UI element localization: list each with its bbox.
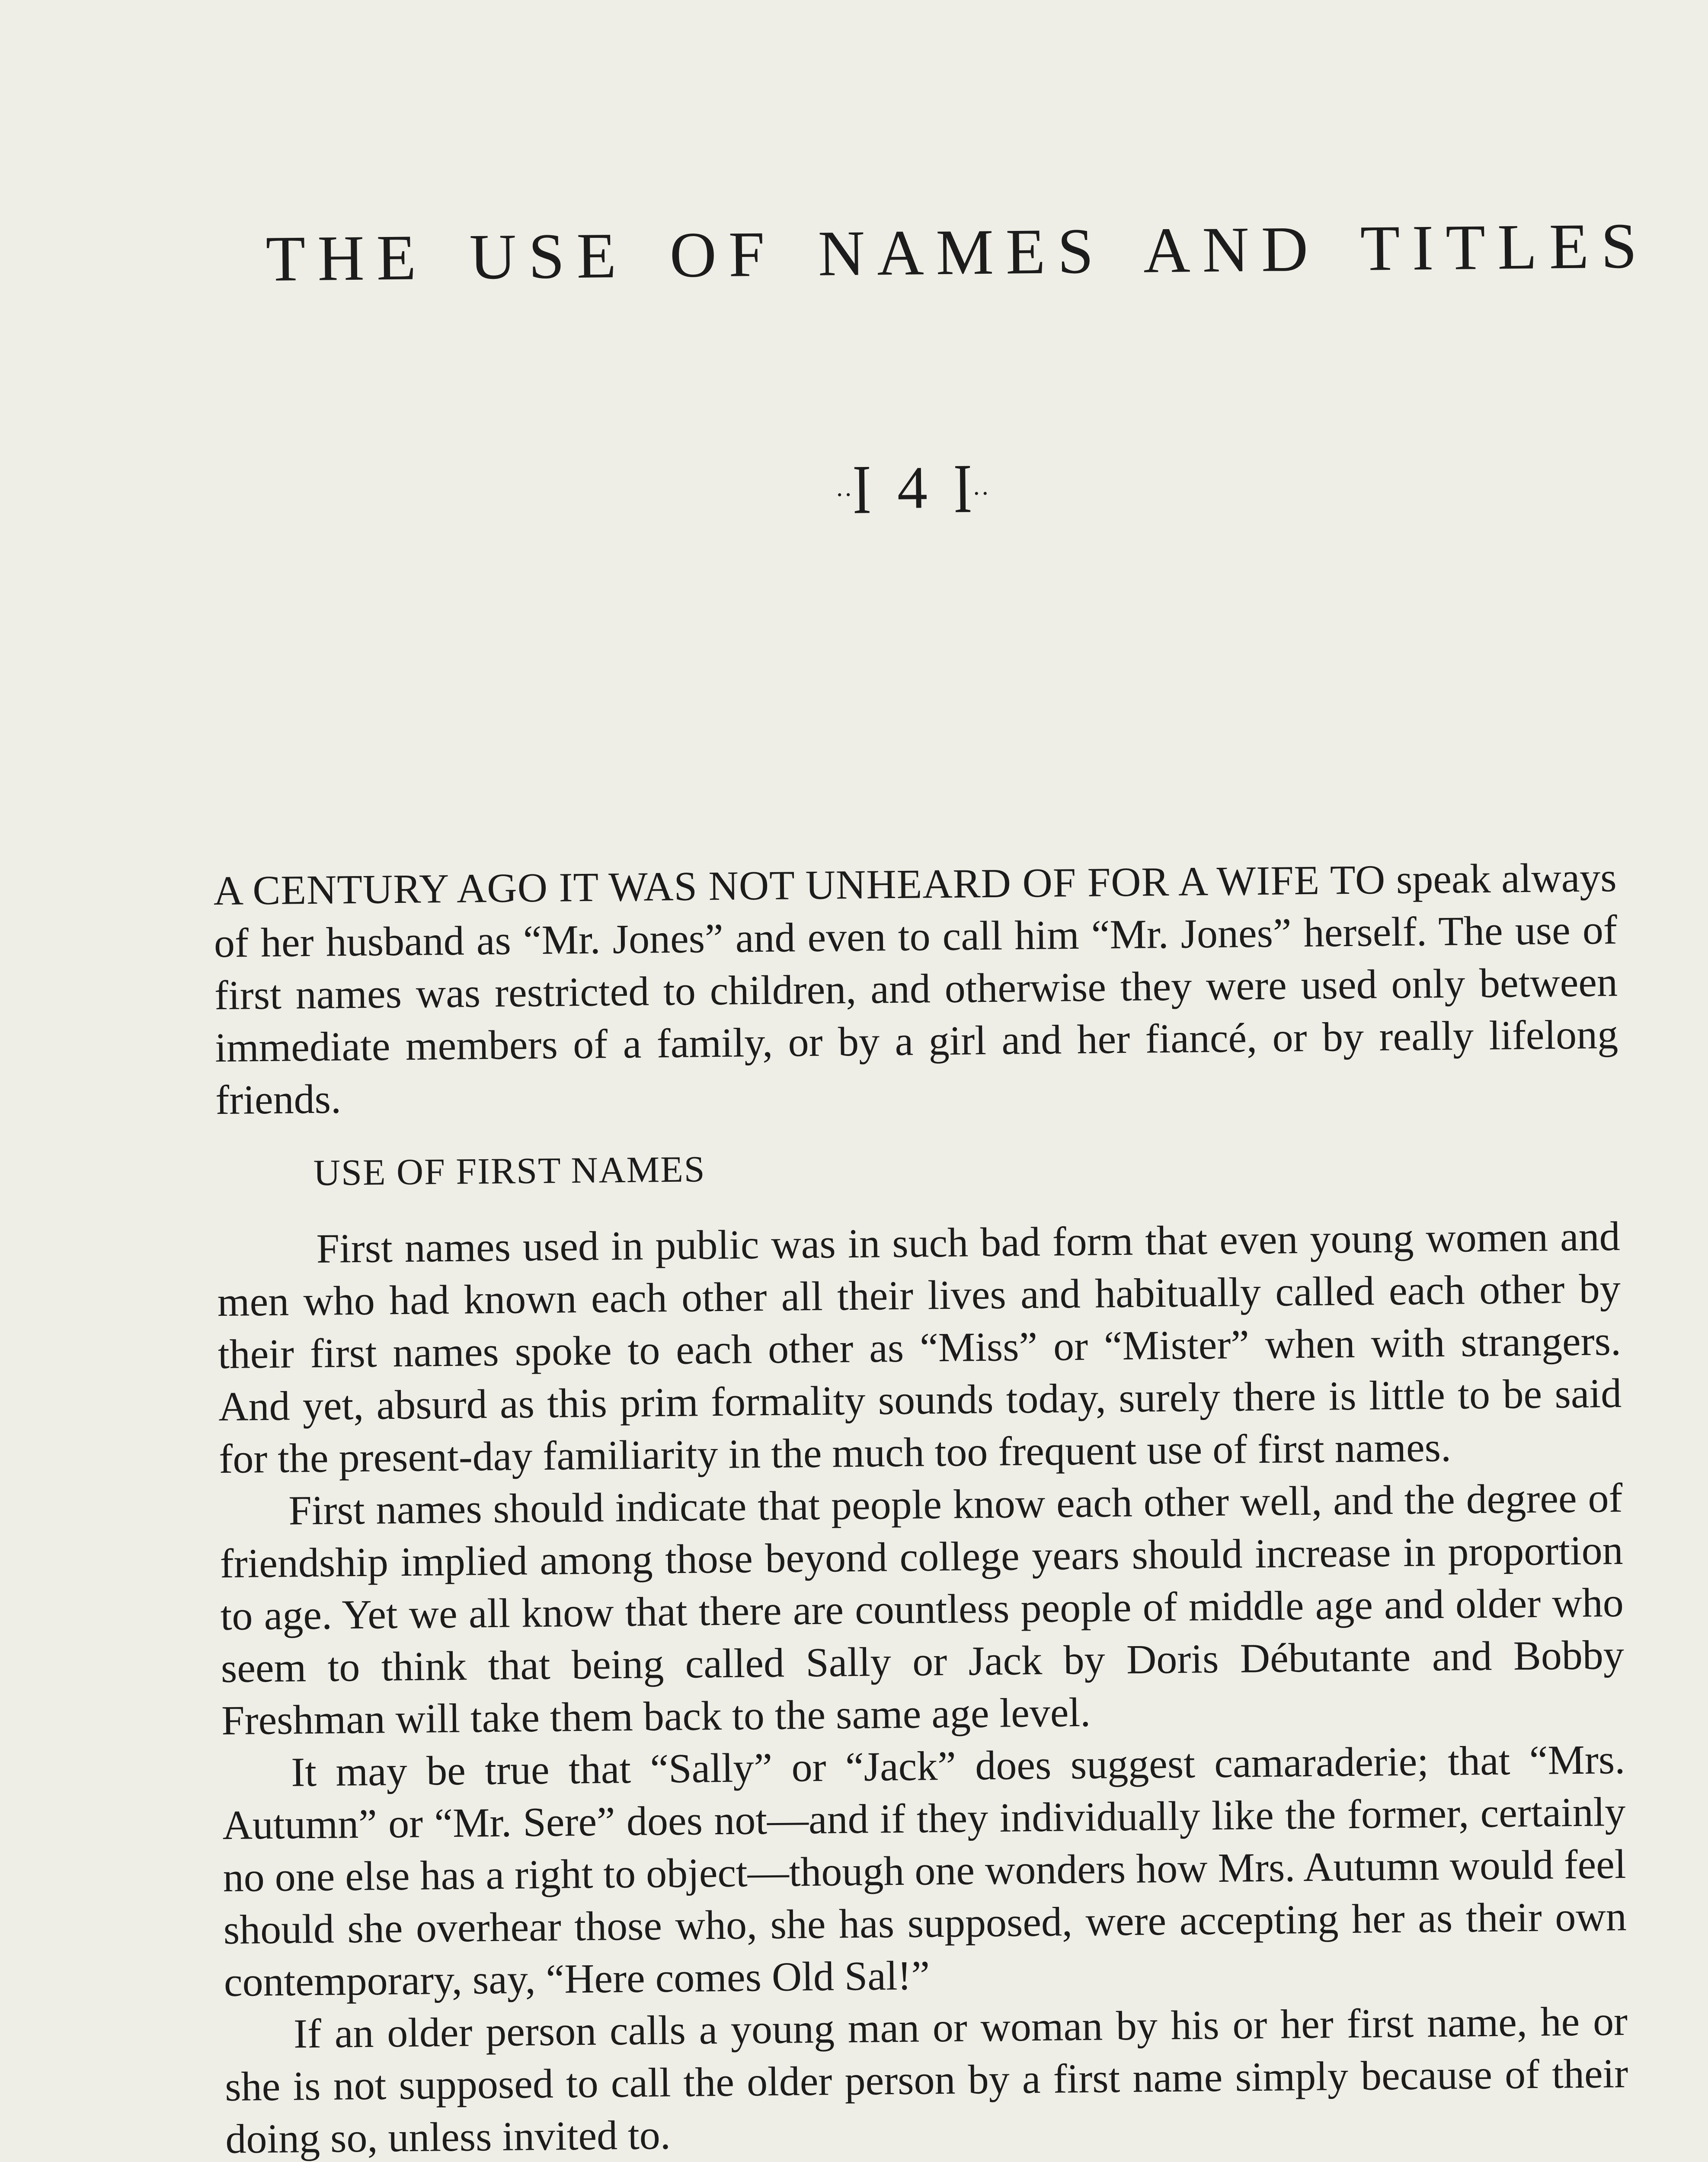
paragraph: First names should indicate that people know each other well, and the degree of friendship implied among those beyond college years should increase in proportion to age. Yet we all know that there are countless people of middle age and older who seem to think that being called Sally or Jack by Doris Débutante and Bobby Freshman will take them back to the same age level. xyxy=(220,1474,1625,1744)
opening-text: speak always of her husband as “Mr. Jones” and even to call him “Mr. Jones” herself. The use of first names was restricted to children, and otherwise they were used only between immediate members of a family, or by a girl and her fiancé, or by really lifelong friends. xyxy=(214,854,1618,1123)
paragraph: It may be true that “Sally” or “Jack” does suggest camaraderie; that “Mrs. Autumn” or “Mr. Sere” does not—and if they individually like the former, certainly no one else has a right to object—though one wonders how Mrs. Autumn would feel should she overhear those who, she has supposed, were accepting her as their own contemporary, say, “Here comes Old Sal!” xyxy=(222,1736,1627,2005)
ornament-bracket-left: I xyxy=(852,451,872,529)
body-text xyxy=(213,851,1631,2162)
ornament-dots-left: ·· xyxy=(835,480,853,509)
paragraph: If an older person calls a young man or woman by his or her first name, he or she is not supposed to call the older person by a first name simply because of their doing so, unless invited to. xyxy=(224,1997,1628,2162)
chapter-title: THE USE OF NAMES AND TITLES xyxy=(265,210,1650,295)
section-heading-first-names: USE OF FIRST NAMES xyxy=(313,1148,706,1193)
opening-paragraph xyxy=(213,851,1619,1126)
chapter-number: 4 xyxy=(897,454,928,521)
chapter-number-ornament xyxy=(761,450,1064,529)
ornament-bracket-right: I xyxy=(953,450,973,528)
paragraph: First names used in public was in such bad form that even young women and men who had known each other all their lives and habitually called each other by their first names spoke to each other as “Miss” or “Mister” when with strangers. And yet, absurd as this prim formality sounds today, surely there is little to be said for the present-day familiarity in the much too frequent use of first names. xyxy=(217,1212,1622,1482)
ornament-dots-right: ·· xyxy=(972,479,990,508)
lead-in-caps: A CENTURY AGO IT WAS NOT UNHEARD OF FOR A WIFE TO xyxy=(213,856,1386,914)
